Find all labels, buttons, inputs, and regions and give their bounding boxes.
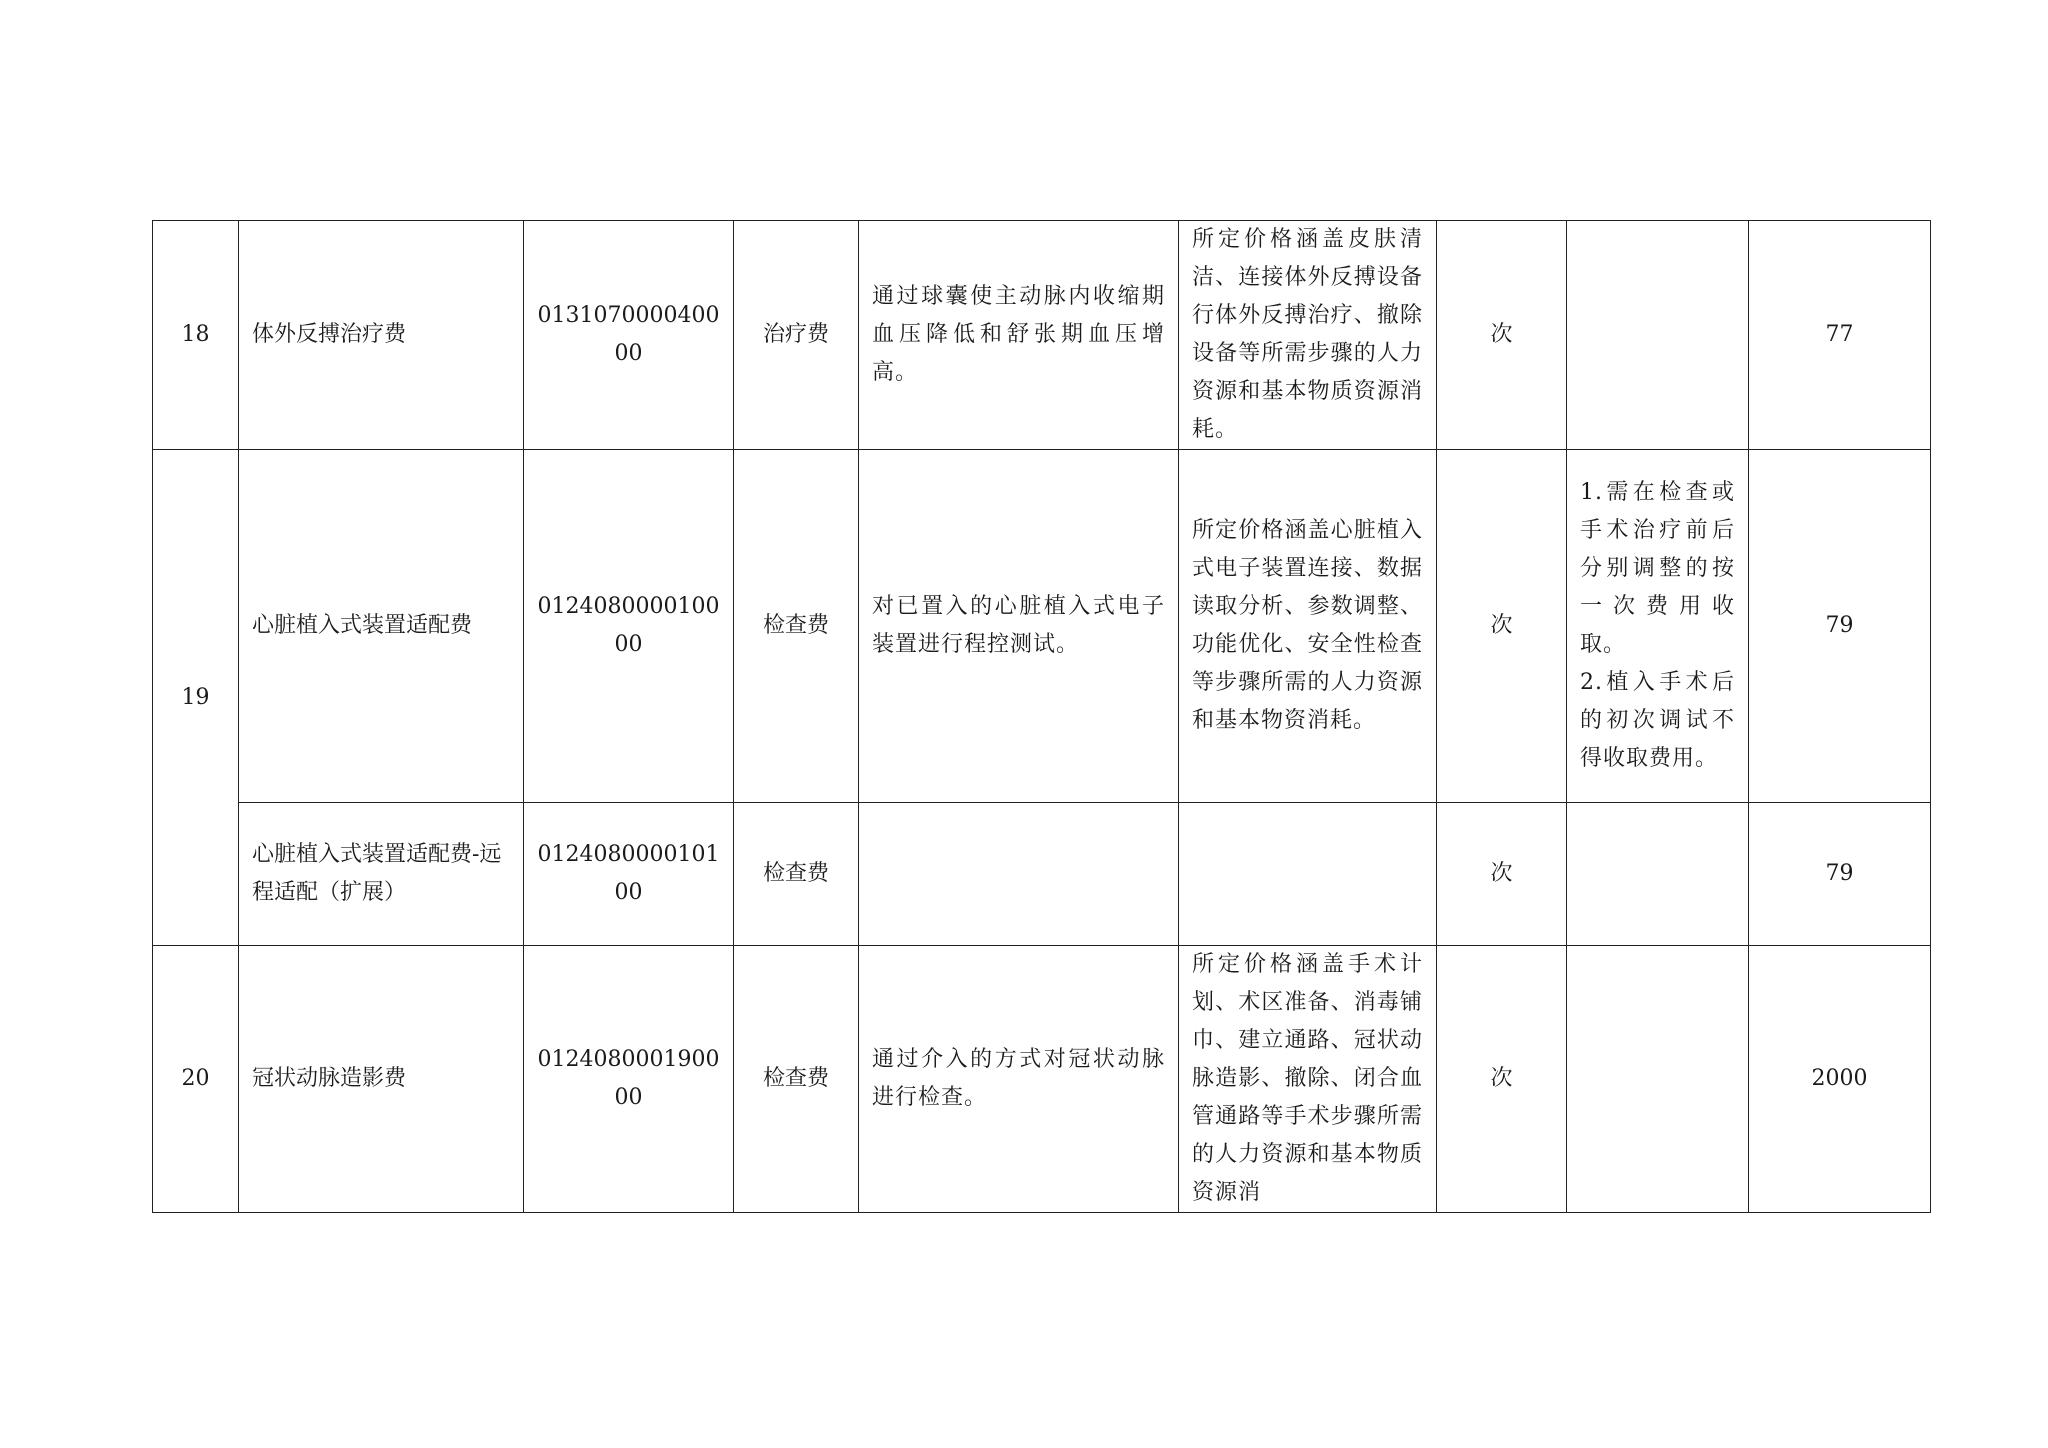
note-line: 1.需在检查或手术治疗前后分别调整的按一次费用收取。 xyxy=(1580,480,1735,657)
table-row xyxy=(153,946,1931,1213)
service-content-cell xyxy=(859,803,1179,946)
fee-category-cell: 检查费 xyxy=(734,946,859,1213)
unit-cell: 次 xyxy=(1437,803,1567,946)
table-row xyxy=(153,221,1931,450)
notes-cell xyxy=(1567,221,1749,450)
pricing-table xyxy=(152,220,1931,1213)
notes-cell xyxy=(1567,946,1749,1213)
seq-cell: 20 xyxy=(153,946,239,1213)
fee-category-cell: 检查费 xyxy=(734,450,859,803)
seq-cell: 19 xyxy=(153,450,239,946)
price-composition-cell: 所定价格涵盖心脏植入式电子装置连接、数据读取分析、参数调整、功能优化、安全性检查等步骤所需的人力资源和基本物资消耗。 xyxy=(1179,450,1437,803)
notes-cell xyxy=(1567,803,1749,946)
table-row xyxy=(153,450,1931,803)
service-content-cell: 通过球囊使主动脉内收缩期血压降低和舒张期血压增高。 xyxy=(859,221,1179,450)
item-code-cell: 012408000190000 xyxy=(524,946,734,1213)
item-code-cell: 013107000040000 xyxy=(524,221,734,450)
unit-cell: 次 xyxy=(1437,450,1567,803)
unit-cell: 次 xyxy=(1437,221,1567,450)
notes-cell xyxy=(1567,450,1749,803)
price-cell: 2000 xyxy=(1749,946,1931,1213)
item-name-cell: 冠状动脉造影费 xyxy=(239,946,524,1213)
price-cell: 79 xyxy=(1749,803,1931,946)
price-composition-cell: 所定价格涵盖手术计划、术区准备、消毒铺巾、建立通路、冠状动脉造影、撤除、闭合血管通路等手术步骤所需的人力资源和基本物质资源消 xyxy=(1179,946,1437,1213)
price-cell: 77 xyxy=(1749,221,1931,450)
item-code-cell: 012408000010100 xyxy=(524,803,734,946)
item-name-cell: 心脏植入式装置适配费-远程适配（扩展） xyxy=(239,803,524,946)
item-name-cell: 体外反搏治疗费 xyxy=(239,221,524,450)
unit-cell: 次 xyxy=(1437,946,1567,1213)
price-composition-cell xyxy=(1179,803,1437,946)
table-row xyxy=(153,803,1931,946)
seq-cell: 18 xyxy=(153,221,239,450)
item-name-cell: 心脏植入式装置适配费 xyxy=(239,450,524,803)
price-cell: 79 xyxy=(1749,450,1931,803)
fee-category-cell: 治疗费 xyxy=(734,221,859,450)
service-content-cell: 对已置入的心脏植入式电子装置进行程控测试。 xyxy=(859,450,1179,803)
item-code-cell: 012408000010000 xyxy=(524,450,734,803)
service-content-cell: 通过介入的方式对冠状动脉进行检查。 xyxy=(859,946,1179,1213)
note-line: 2.植入手术后的初次调试不得收取费用。 xyxy=(1580,670,1735,771)
fee-category-cell: 检查费 xyxy=(734,803,859,946)
price-composition-cell: 所定价格涵盖皮肤清洁、连接体外反搏设备行体外反搏治疗、撤除设备等所需步骤的人力资源和基本物质资源消耗。 xyxy=(1179,221,1437,450)
